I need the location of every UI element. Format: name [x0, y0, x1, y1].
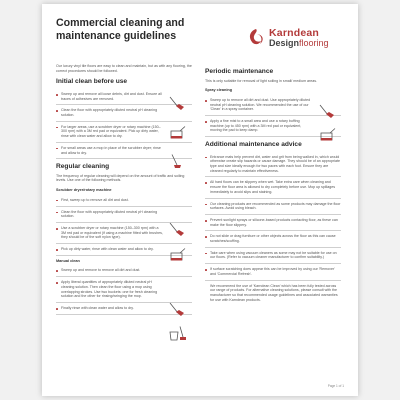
spray-cleaning-heading: Spray cleaning	[205, 88, 233, 93]
list-item: Sweep up to remove all dirt and dust. Use appropriately diluted neutral pH cleaning solution. We recommended the use of our 'Clean' in a spray container.	[205, 95, 341, 116]
brand-subtitle-b: flooring	[299, 38, 329, 48]
list-item: Clean the floor with appropriately diluted neutral pH cleaning solution.	[56, 207, 192, 223]
broom-icon	[316, 104, 338, 119]
list-item: Use a scrubber dryer or rotary machine (150–300 rpm) with a 3M red pad or equivalent (if using a machine fitted with brushes, they should be of the soft nylon type).	[56, 223, 192, 244]
list-item: Our cleaning products are recommended as some products may damage the floor surfaces. Avoid using bleach.	[205, 199, 341, 215]
document-page	[42, 4, 358, 396]
karndean-swirl-icon	[245, 27, 267, 49]
list-item: Prevent sunlight sprays or silicone-based products contacting floor, as these can make the floor slippery.	[205, 215, 341, 231]
brand-subtitle-a: Design	[269, 38, 300, 48]
list-item: Apply liberal quantities of appropriately diluted neutral pH cleaning solution. Then clean the floor using a mop using overlapping strokes. Use two buckets: one for fresh cleaning solution and the other for rinsing/wringing the mop.	[56, 277, 192, 303]
regular-cleaning-heading: Regular cleaning	[56, 163, 110, 171]
brand-logo	[245, 27, 350, 57]
rotary-machine-icon	[166, 248, 188, 263]
list-item: Do not slide or drag furniture or other objects across the floor as this can cause scratches/scuffing.	[205, 231, 341, 247]
list-item: If surface scratching does appear this can be improved by using our 'Remover' and 'Commercial Refresh'.	[205, 264, 341, 280]
broom-icon	[166, 96, 188, 111]
list-item: Sweep up and remove all loose debris, dirt and dust. Ensure all traces of adhesives are removed.	[56, 89, 192, 105]
list-item: Entrance mats help prevent dirt, water and grit from being walked in, which would otherwise create slip hazards or cause damage. They should be of an appropriate type and size ideally enough for two paces with each foot. Ensure they are cleaned regularly to maintain effectiveness.	[205, 152, 341, 178]
mop-icon	[166, 154, 188, 169]
scrubber-heading: Scrubber dryer/rotary machine	[56, 188, 112, 193]
spray-buffer-icon	[316, 128, 338, 143]
regular-cleaning-intro: The frequency of regular cleaning will depend on the amount of traffic and soiling levels. Use one of the following methods.	[56, 173, 185, 183]
list-item: Finally rinse with clean water and allow to dry.	[56, 303, 192, 315]
bucket-mop-icon	[166, 326, 188, 341]
list-item: First, sweep up to remove all dirt and dust.	[56, 195, 192, 207]
additional-advice-heading: Additional maintenance advice	[205, 141, 302, 149]
page-footer: Page 1 of 1	[327, 384, 344, 388]
manual-clean-heading: Manual clean	[56, 258, 80, 263]
periodic-maintenance-intro: This is only suitable for removal of light soiling in small/ medium areas.	[205, 78, 318, 83]
broom-icon	[166, 302, 188, 317]
scrubber-machine-icon	[166, 126, 188, 141]
intro-text: Our luxury vinyl tile floors are easy to clean and maintain, but as with any flooring, the correct procedures should be followed.	[56, 64, 192, 73]
list-item: Take care when using vacuum cleaners as some may not be suitable for use on our floors. (Refer to vacuum cleaner manufacturer to confirm suitability.)	[205, 248, 341, 264]
broom-icon	[166, 222, 188, 237]
list-item: Sweep up and remove to remove all dirt and dust.	[56, 265, 192, 277]
recommendation-note: We recommend the use of 'Karndean Clean' which has been fully tested across our range of products. For alternative cleaning solutions, please consult with the manufacturer so that recommended usage guidelines and associated warranties for use with Karndean products.	[210, 283, 338, 302]
document-title: Commercial cleaning and maintenance guidelines	[56, 17, 185, 42]
list-item: All hard floors can be slippery when wet. Take extra care when cleaning and ensure the floor area is allowed to dry completely before use. Mop up spillages immediately to avoid slips and staining.	[205, 177, 341, 198]
list-item: Apply a fine mist to a small area and use a rotary buffing machine (up to 450 rpm) with a 3M red pad or equivalent, moving the pad to keep damp.	[205, 116, 341, 137]
list-item: Clean the floor with appropriately diluted neutral pH cleaning solution.	[56, 105, 192, 121]
additional-advice-list	[205, 152, 341, 281]
brand-name: Karndean	[269, 27, 320, 39]
list-item: Pick up dirty water, rinse with clean water and allow to dry.	[56, 244, 192, 256]
list-item: For larger areas, use a scrubber dryer or rotary machine (150–300 rpm) with a 3M red pad or equivalent. Pick up dirty water, rinse with clean water and allow to dry.	[56, 122, 192, 143]
brand-subtitle	[269, 38, 329, 48]
initial-clean-heading: Initial clean before use	[56, 78, 128, 86]
right-column	[205, 64, 341, 307]
list-item: For small areas use a mop in place of the scrubber dryer; rinse and allow to dry.	[56, 143, 192, 159]
periodic-maintenance-heading: Periodic maintenance	[205, 68, 274, 75]
